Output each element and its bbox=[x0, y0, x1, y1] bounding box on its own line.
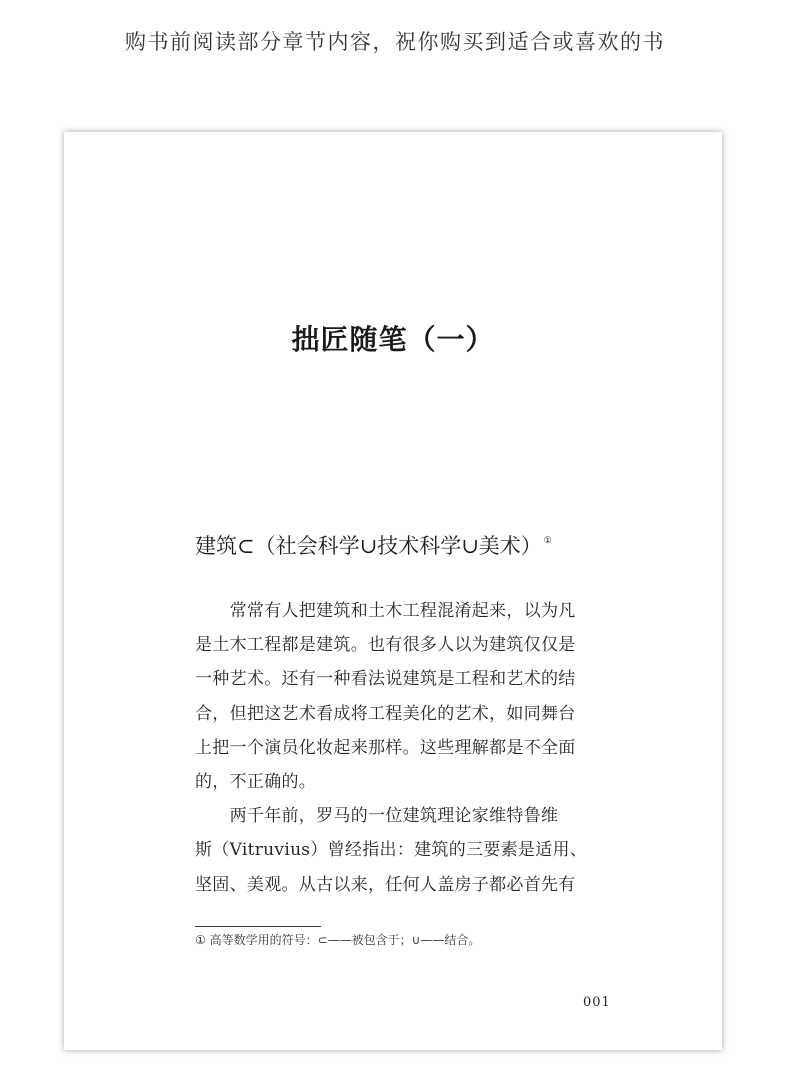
text-line: 常常有人把建筑和土木工程混淆起来，以为凡 bbox=[195, 601, 576, 621]
text-line: 上把一个演员化妆起来那样。这些理解都是不全面 bbox=[195, 737, 576, 758]
page-number: 001 bbox=[583, 995, 611, 1010]
section-heading bbox=[195, 530, 552, 560]
text-line: 是土木工程都是建筑。也有很多人以为建筑仅仅是 bbox=[195, 635, 576, 656]
footnote-divider bbox=[195, 926, 321, 927]
footnote-marker: ① bbox=[543, 536, 552, 546]
text-line: 两千年前，罗马的一位建筑理论家维特鲁维 bbox=[195, 806, 559, 827]
text-line: 一种艺术。还有一种看法说建筑是工程和艺术的结 bbox=[195, 669, 576, 690]
banner-text: 购书前阅读部分章节内容，祝你购买到适合或喜欢的书 bbox=[125, 30, 665, 54]
chapter-title: 拙匠随笔（一） bbox=[291, 323, 495, 356]
text-line: 合，但把这艺术看成将工程美化的艺术，如同舞台 bbox=[195, 703, 576, 724]
footnote: ① 高等数学用的符号：⊂——被包含于；∪——结合。 bbox=[195, 933, 481, 947]
book-page bbox=[64, 132, 722, 1050]
text-line: 斯（Vitruvius）曾经指出：建筑的三要素是适用、 bbox=[195, 840, 588, 861]
text-line: 坚固、美观。从古以来，任何人盖房子都必首先有 bbox=[195, 874, 576, 895]
text-line: 的，不正确的。 bbox=[195, 771, 317, 792]
section-heading-text: 建筑⊂（社会科学∪技术科学∪美术） bbox=[195, 534, 542, 558]
body-text bbox=[195, 594, 613, 902]
